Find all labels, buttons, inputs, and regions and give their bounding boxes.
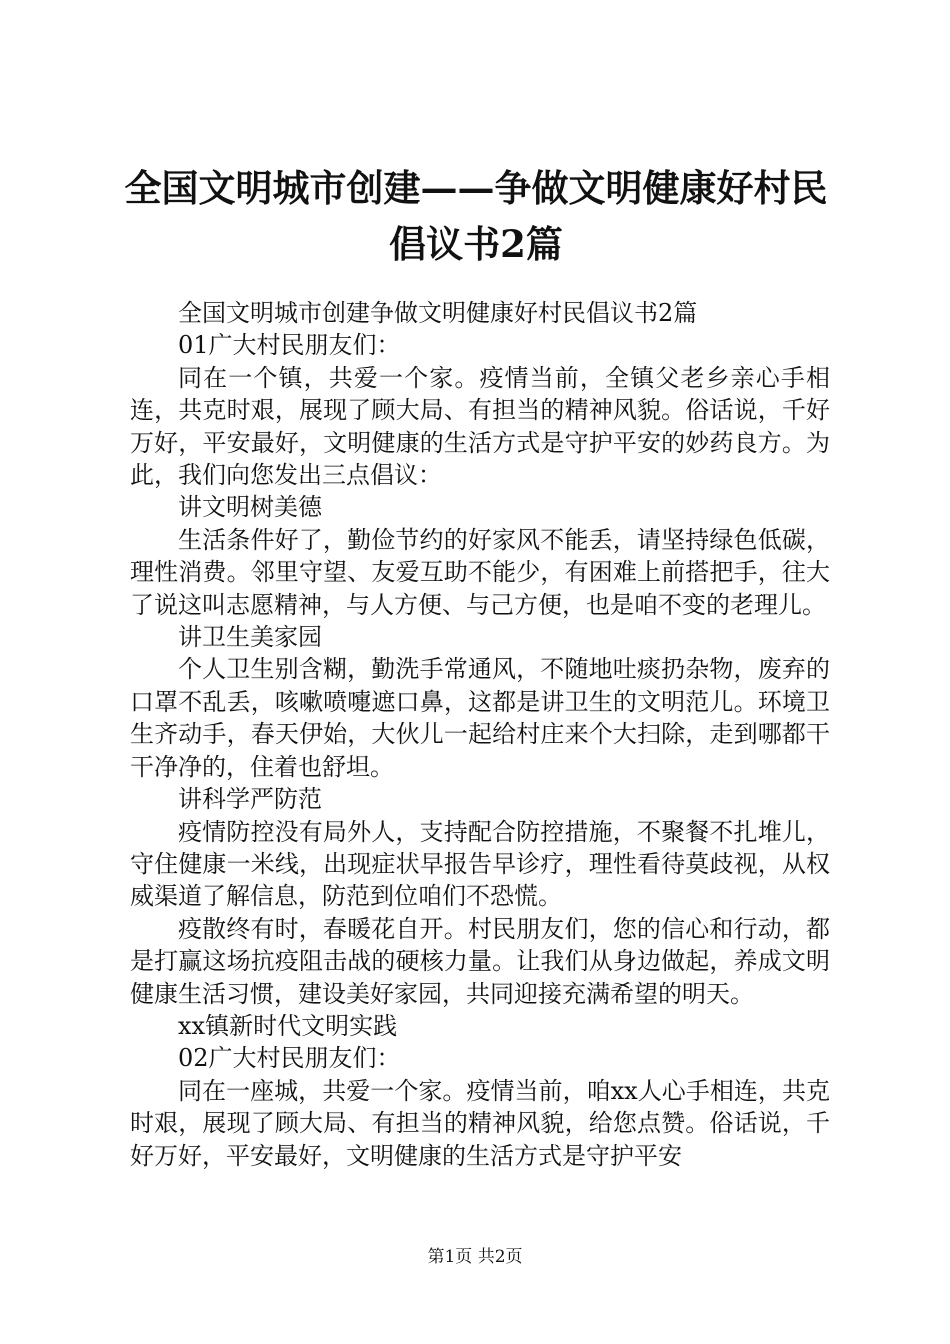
section-heading: 讲卫生美家园 [178,623,322,652]
body-paragraph: 疫散终有时，春暖花自开。村民朋友们，您的信心和行动，都是打赢这场抗疫阻击战的硬核力量。让我们从身边做起，养成文明健康生活习惯，建设美好家园，共同迎接充满希望的明天。 [130,914,830,1008]
page-number-footer: 第1页 共2页 [427,1247,523,1267]
section-heading: 讲科学严防范 [178,785,322,814]
signature-line: xx镇新时代文明实践 [178,1011,398,1040]
document-body [130,297,830,1172]
body-paragraph: 疫情防控没有局外人，支持配合防控措施，不聚餐不扎堆儿，守住健康一米线，出现症状早报告早诊疗，理性看待莫歧视，从权威渠道了解信息，防范到位咱们不恐慌。 [130,817,830,911]
body-paragraph: 同在一座城，共爱一个家。疫情当前，咱xx人心手相连，共克时艰，展现了顾大局、有担当的精神风貌，给您点赞。俗话说，千好万好，平安最好，文明健康的生活方式是守护平安 [130,1076,830,1170]
salutation-02: 02广大村民朋友们： [178,1044,401,1073]
body-paragraph: 生活条件好了，勤俭节约的好家风不能丢，请坚持绿色低碳，理性消费。邻里守望、友爱互助不能少，有困难上前搭把手，往大了说这叫志愿精神，与人方便、与己方便，也是咱不变的老理儿。 [130,525,830,619]
body-paragraph: 个人卫生别含糊，勤洗手常通风，不随地吐痰扔杂物，废弃的口罩不乱丢，咳嗽喷嚏遮口鼻，这都是讲卫生的文明范儿。环境卫生齐动手，春天伊始，大伙儿一起给村庄来个大扫除，走到哪都干干净净的，住着也舒坦。 [130,655,830,781]
subtitle-paragraph: 全国文明城市创建争做文明健康好村民倡议书2篇 [178,299,698,327]
body-paragraph: 同在一个镇，共爱一个家。疫情当前，全镇父老乡亲心手相连，共克时艰，展现了顾大局、有担当的精神风貌。俗话说，千好万好，平安最好，文明健康的生活方式是守护平安的妙药良方。为此，我们向您发出三点倡议： [130,363,830,490]
salutation-01: 01广大村民朋友们： [178,331,401,360]
section-heading: 讲文明树美德 [178,493,322,522]
document-title: 全国文明城市创建——争做文明健康好村民倡议书2篇 [124,166,828,266]
